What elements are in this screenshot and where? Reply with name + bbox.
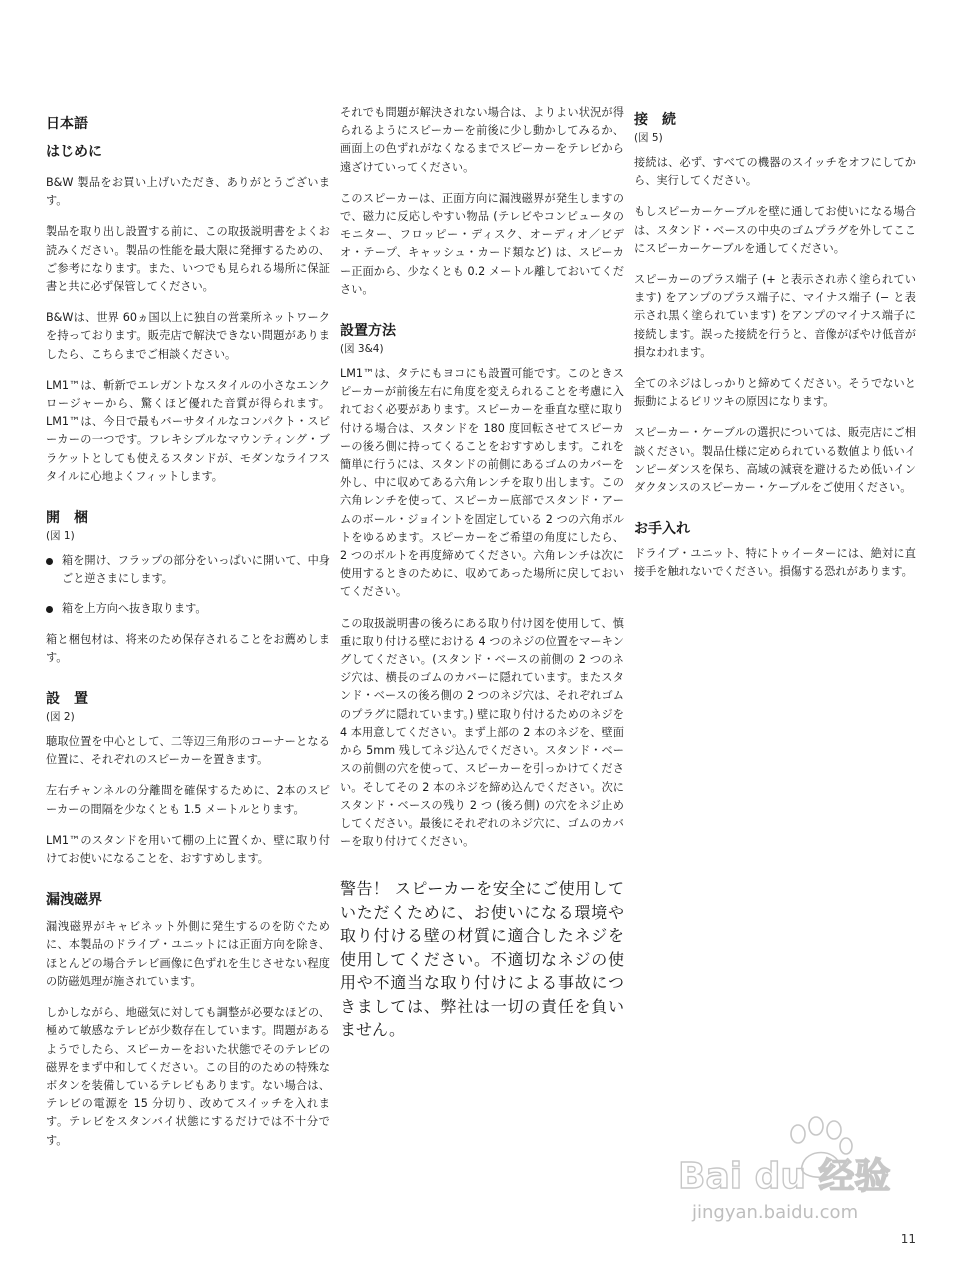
column-left: [46, 104, 330, 1164]
connections-paragraph: スピーカー・ケーブルの選択については、販売店にご相談ください。製品仕様に定められている数値より低いインピーダンスを保ち、高域の減衰を避けるため低いインダクタンスのスピーカー・ケーブルをご使用ください。: [634, 426, 916, 495]
placement-paragraph: 左右チャンネルの分離間を確保するために、2本のスピーカーの間隔を少なくとも 1.5 メートルとります。: [46, 784, 330, 816]
connections-paragraph: 全てのネジはしっかりと締めてください。そうでないと振動によるビリツキの原因になります。: [634, 377, 916, 409]
stray-field-continued-paragraph: それでも問題が解決されない場合は、よりよい状況が得られるようにスピーカーを前後に少し動かしてみるか、画面上の色ずれがなくなるまでスピーカーをテレビから遠ざけていってください。: [340, 106, 624, 174]
care-paragraph: ドライブ・ユニット、特にトゥイーターには、絶対に直接手を触れないでください。損傷する恐れがあります。: [634, 547, 916, 579]
placement-figure-ref: (図 2): [46, 711, 75, 724]
warning-notice: 警告！ スピーカーを安全にご使用していただくために、お使いになる環境や取り付ける壁の材質に適合したネジを使用してください。不適切なネジの使用や不適当な取り付けによる事故につきましては、弊社は一切の責任を負いません。: [340, 879, 624, 1040]
introduction-paragraph: B&W 製品をお買い上げいただき、ありがとうございます。: [46, 176, 330, 208]
connections-figure-ref: (図 5): [634, 132, 663, 144]
section-connections: [634, 110, 916, 497]
language-title: 日本語: [46, 116, 88, 132]
list-item: [46, 600, 330, 618]
list-item-text: 箱を上方向へ抜き取ります。: [62, 602, 207, 616]
introduction-paragraph: B&Wは、世界 60ヵ国以上に独自の営業所ネットワークを持っております。販売店で解決できない問題がありましたら、こちらまでご相談ください。: [46, 311, 330, 361]
stray-field-continued-paragraph: このスピーカーは、正面方向に漏洩磁界が発生しますので、磁力に反応しやすい物品 (テレビやコンピュータのモニター、フロッピー・ディスク、オーディオ／ビデオ・テープ、キャッシュ・カード類など) は、スピーカー正面から、少なくとも 0.2 メートル離しておいてください。: [340, 191, 624, 296]
stray-field-paragraph: 漏洩磁界がキャビネット外側に発生するのを防ぐために、本製品のドライブ・ユニットには正面方向を除き、ほとんどの場合テレビ画像に色ずれを生じさせない程度の防磁処理が施されています。: [46, 920, 330, 988]
section-care: [634, 519, 916, 581]
section-placement: [46, 689, 330, 868]
unpacking-steps: [46, 552, 330, 619]
placement-paragraph: LM1™のスタンドを用いて棚の上に置くか、壁に取り付けてお使いになることを、おすすめします。: [46, 833, 330, 866]
introduction-paragraph: LM1™は、斬新でエレガントなスタイルの小さなエンクロージャーから、驚くほど優れた音質が得られます。LM1™は、今日で最もバーサタイルなコンパクト・スピーカーの一つです。フレキシブルなマウンティング・ブラケットとしても使えるスタンドが、モダンなライフスタイルに心地よくフィットします。: [46, 378, 330, 483]
connections-heading: 接 続: [634, 112, 676, 128]
section-stray-field: [46, 890, 330, 1149]
placement-paragraph: 聴取位置を中心として、二等辺三角形のコーナーとなる位置に、それぞれのスピーカーを置きます。: [46, 735, 330, 767]
unpacking-paragraph: 箱と梱包材は、将来のため保存されることをお薦めします。: [46, 632, 330, 664]
installation-figure-ref: (図 3&4): [340, 343, 384, 356]
list-item-text: 箱を開け、フラップの部分をいっぱいに開いて、中身ごと逆さまにします。: [62, 554, 330, 586]
placement-heading: 設 置: [46, 691, 88, 708]
watermark-brand: Bai du 经验: [678, 1156, 891, 1197]
introduction-paragraph: 製品を取り出し設置する前に、この取扱説明書をよくお読みください。製品の性能を最大限に発揮するための、ご参考になります。また、いつでも見られる場所に保証書と共に必ず保管してください。: [46, 225, 330, 294]
unpacking-heading: 開 梱: [46, 510, 88, 527]
bullet-icon: [46, 558, 53, 565]
stray-field-heading: 漏洩磁界: [46, 892, 102, 909]
connections-paragraph: スピーカーのプラス端子 (+ と表示され赤く塗られています) をアンプのプラス端子に、マイナス端子 (− と表示され黒く塗られています) をアンプのマイナス端子に接続します。誤った接続を行うと、音像がぼやけ低音が損なわれます。: [634, 273, 916, 359]
bullet-icon: [46, 606, 53, 613]
section-installation: [340, 321, 624, 1042]
page-number: 11: [900, 1232, 916, 1246]
installation-heading: 設置方法: [340, 323, 396, 340]
stray-field-paragraph: しかしながら、地磁気に対しても調整が必要なほどの、極めて敏感なテレビが少数存在しています。問題があるようでしたら、スピーカーをおいた状態でそのテレビの磁界をまず中和してください。この目的のための特殊なボタンを装備しているテレビもあります。ない場合は、テレビの電源を 15 分切り、改めてスイッチを入れます。テレビをスタンバイ状態にするだけでは不十分です。: [46, 1006, 330, 1147]
installation-paragraph: この取扱説明書の後ろにある取り付け図を使用して、慎重に取り付ける壁における 4 つのネジの位置をマーキングしてください。(スタンド・ベースの前側の 2 つのネジ穴は、横長のゴムのカバーに隠れています。またスタンド・ベースの後ろ側の 2 つのネジ穴は、それぞれゴムのプラグに隠れています。) 壁に取り付けるためのネジを 4 本用意してください。まず上部の 2 本のネジを、壁面から 5mm 残してネジ込んでください。スタンド・ベースの前側の穴を使って、スピーカーを引っかけてください。そしてその 2 本のネジを締め込んでください。次にスタンド・ベースの残り 2 つ (後ろ側) の穴をネジ止めしてください。最後にそれぞれのネジ穴に、ゴムのカバーを取り付けてください。: [340, 616, 624, 849]
baidu-jingyan-watermark: [670, 1096, 920, 1226]
care-heading: お手入れ: [634, 521, 690, 538]
installation-paragraph: LM1™は、タテにもヨコにも設置可能です。このときスピーカーが前後左右に角度を変えられることを考慮に入れておく必要があります。スピーカーを垂直な壁に取り付ける場合は、スタンドを 180 度回転させてスピーカーの後ろ側に持ってくることをおすすめします。これを簡単に行うには、スタンドの前側にあるゴムのカバーを外し、中に収めてある六角レンチを取り出します。この六角レンチを使って、スピーカー底部でスタンド・アームのボール・ジョイントを固定している 2 つの六角ボルトをゆるめます。スピーカーをご希望の角度にしたら、2 つのボルトを再度締めてください。六角レンチは次に使用するときのために、収めてあった場所に戻しておいてください。: [340, 367, 624, 599]
introduction-heading: はじめに: [46, 144, 102, 160]
unpacking-figure-ref: (図 1): [46, 530, 75, 543]
connections-paragraph: もしスピーカーケーブルを壁に通してお使いになる場合は、スタンド・ベースの中央のゴムプラグを外してここにスピーカーケーブルを通してください。: [634, 205, 916, 255]
connections-paragraph: 接続は、必ず、すべての機器のスイッチをオフにしてから、実行してください。: [634, 156, 916, 188]
section-introduction: [46, 142, 330, 486]
watermark-url: jingyan.baidu.com: [692, 1202, 859, 1223]
column-right: [634, 104, 916, 596]
section-unpacking: [46, 508, 330, 667]
column-middle: [340, 104, 624, 1056]
list-item: [46, 552, 330, 588]
